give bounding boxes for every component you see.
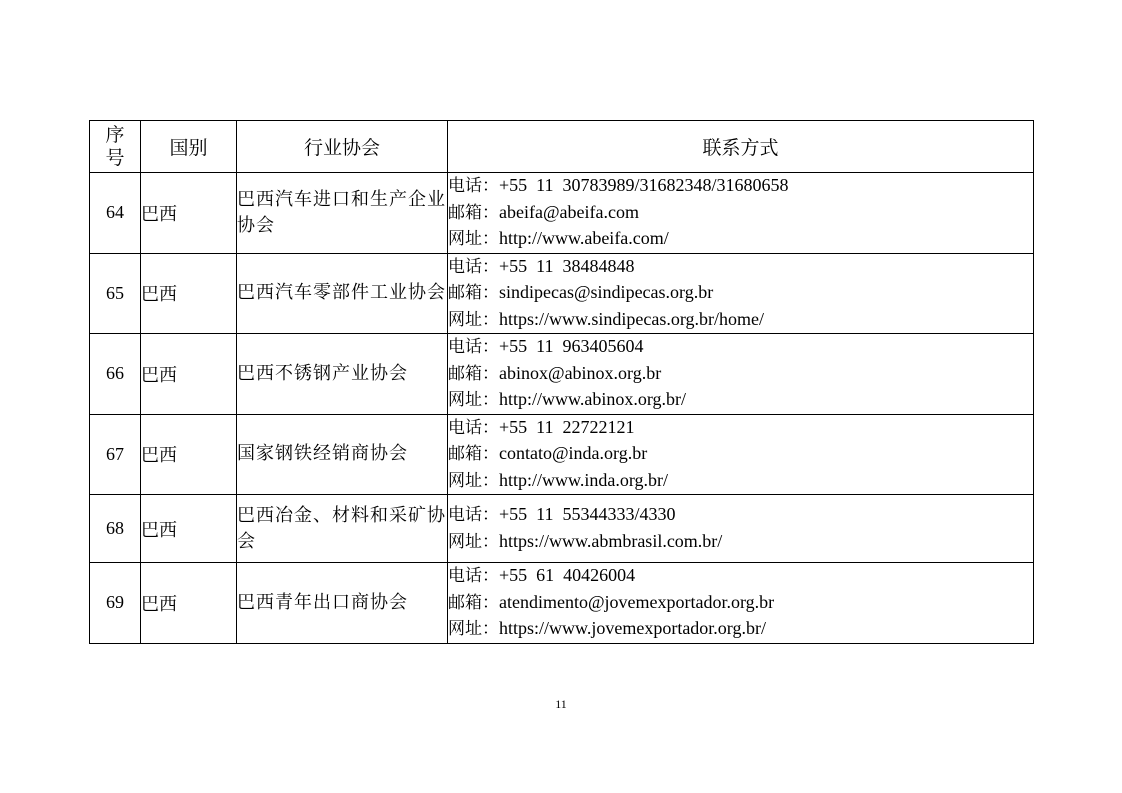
contact-value: https://www.sindipecas.org.br/home/ xyxy=(499,308,764,329)
table-body xyxy=(90,173,1034,644)
header-serial-line-1: 序 xyxy=(105,123,125,146)
table-row xyxy=(90,495,1034,563)
row-serial-number: 65 xyxy=(90,253,141,334)
header-serial-line-2: 号 xyxy=(105,146,125,169)
table-header-row xyxy=(90,121,1034,173)
page-number: 11 xyxy=(555,697,567,711)
table-row xyxy=(90,563,1034,644)
contact-line xyxy=(448,280,1033,307)
header-contact: 联系方式 xyxy=(448,121,1034,173)
header-country: 国别 xyxy=(141,121,237,173)
contact-line xyxy=(448,563,1033,590)
contact-line xyxy=(448,307,1033,334)
row-country: 巴西 xyxy=(141,173,237,254)
contact-label: 网址： xyxy=(448,470,499,491)
row-association-name: 国家钢铁经销商协会 xyxy=(237,414,448,495)
contact-label: 电话： xyxy=(448,337,499,357)
row-contact-info xyxy=(448,563,1034,644)
contact-label: 网址： xyxy=(448,309,499,330)
contact-value: abeifa@abeifa.com xyxy=(499,201,639,222)
row-contact-info xyxy=(448,334,1034,415)
contact-line xyxy=(448,254,1033,281)
contact-label: 邮箱： xyxy=(448,202,499,223)
row-association-name: 巴西不锈钢产业协会 xyxy=(237,334,448,415)
contact-line xyxy=(448,226,1033,253)
contact-label: 电话： xyxy=(448,417,499,438)
header-association: 行业协会 xyxy=(237,121,448,173)
contact-value: http://www.abinox.org.br/ xyxy=(499,389,686,409)
contact-line xyxy=(448,502,1033,529)
contact-value: http://www.abeifa.com/ xyxy=(499,228,669,248)
table-row xyxy=(90,253,1034,334)
contact-label: 网址： xyxy=(448,531,499,552)
contact-line xyxy=(448,334,1033,361)
contact-value: +55 11 30783989/31682348/31680658 xyxy=(499,175,789,195)
contact-label: 网址： xyxy=(448,229,499,249)
row-association-name: 巴西汽车零部件工业协会 xyxy=(237,253,448,334)
row-country: 巴西 xyxy=(141,414,237,495)
contact-label: 网址： xyxy=(448,619,499,639)
contact-label: 邮箱： xyxy=(448,592,499,613)
contact-value: +55 11 22722121 xyxy=(499,416,635,437)
row-association-name: 巴西青年出口商协会 xyxy=(237,563,448,644)
contact-label: 电话： xyxy=(448,566,499,586)
table-row xyxy=(90,414,1034,495)
associations-table xyxy=(89,120,1034,644)
contact-label: 电话： xyxy=(448,256,499,277)
contact-label: 邮箱： xyxy=(448,444,499,464)
row-association-name: 巴西汽车进口和生产企业协会 xyxy=(237,173,448,254)
contact-value: sindipecas@sindipecas.org.br xyxy=(499,282,714,302)
row-country: 巴西 xyxy=(141,495,237,563)
contact-label: 网址： xyxy=(448,390,499,410)
contact-value: +55 11 38484848 xyxy=(499,255,635,276)
row-serial-number: 69 xyxy=(90,563,141,644)
row-contact-info xyxy=(448,173,1034,254)
contact-value: contato@inda.org.br xyxy=(499,443,648,463)
row-country: 巴西 xyxy=(141,563,237,644)
contact-value: abinox@abinox.org.br xyxy=(499,362,662,383)
contact-value: http://www.inda.org.br/ xyxy=(499,469,668,490)
contact-label: 电话： xyxy=(448,505,499,525)
contact-value: +55 11 963405604 xyxy=(499,336,644,356)
table-row xyxy=(90,334,1034,415)
contact-line xyxy=(448,200,1033,227)
contact-value: +55 61 40426004 xyxy=(499,565,636,585)
contact-line xyxy=(448,173,1033,200)
header-serial-number xyxy=(90,121,141,173)
contact-line xyxy=(448,415,1033,442)
contact-line xyxy=(448,387,1033,414)
row-contact-info xyxy=(448,495,1034,563)
contact-label: 邮箱： xyxy=(448,283,499,303)
contact-line xyxy=(448,590,1033,617)
contact-line xyxy=(448,529,1033,556)
contact-label: 邮箱： xyxy=(448,363,499,384)
contact-value: atendimento@jovemexportador.org.br xyxy=(499,591,775,612)
contact-value: https://www.jovemexportador.org.br/ xyxy=(499,618,766,638)
contact-value: +55 11 55344333/4330 xyxy=(499,504,676,524)
table-row xyxy=(90,173,1034,254)
row-serial-number: 67 xyxy=(90,414,141,495)
row-serial-number: 66 xyxy=(90,334,141,415)
row-contact-info xyxy=(448,414,1034,495)
row-contact-info xyxy=(448,253,1034,334)
contact-line xyxy=(448,361,1033,388)
contact-line xyxy=(448,468,1033,495)
row-country: 巴西 xyxy=(141,253,237,334)
row-country: 巴西 xyxy=(141,334,237,415)
row-serial-number: 64 xyxy=(90,173,141,254)
contact-value: https://www.abmbrasil.com.br/ xyxy=(499,530,723,551)
row-association-name: 巴西冶金、材料和采矿协会 xyxy=(237,495,448,563)
contact-label: 电话： xyxy=(448,176,499,196)
row-serial-number: 68 xyxy=(90,495,141,563)
contact-line xyxy=(448,616,1033,643)
contact-line xyxy=(448,441,1033,468)
